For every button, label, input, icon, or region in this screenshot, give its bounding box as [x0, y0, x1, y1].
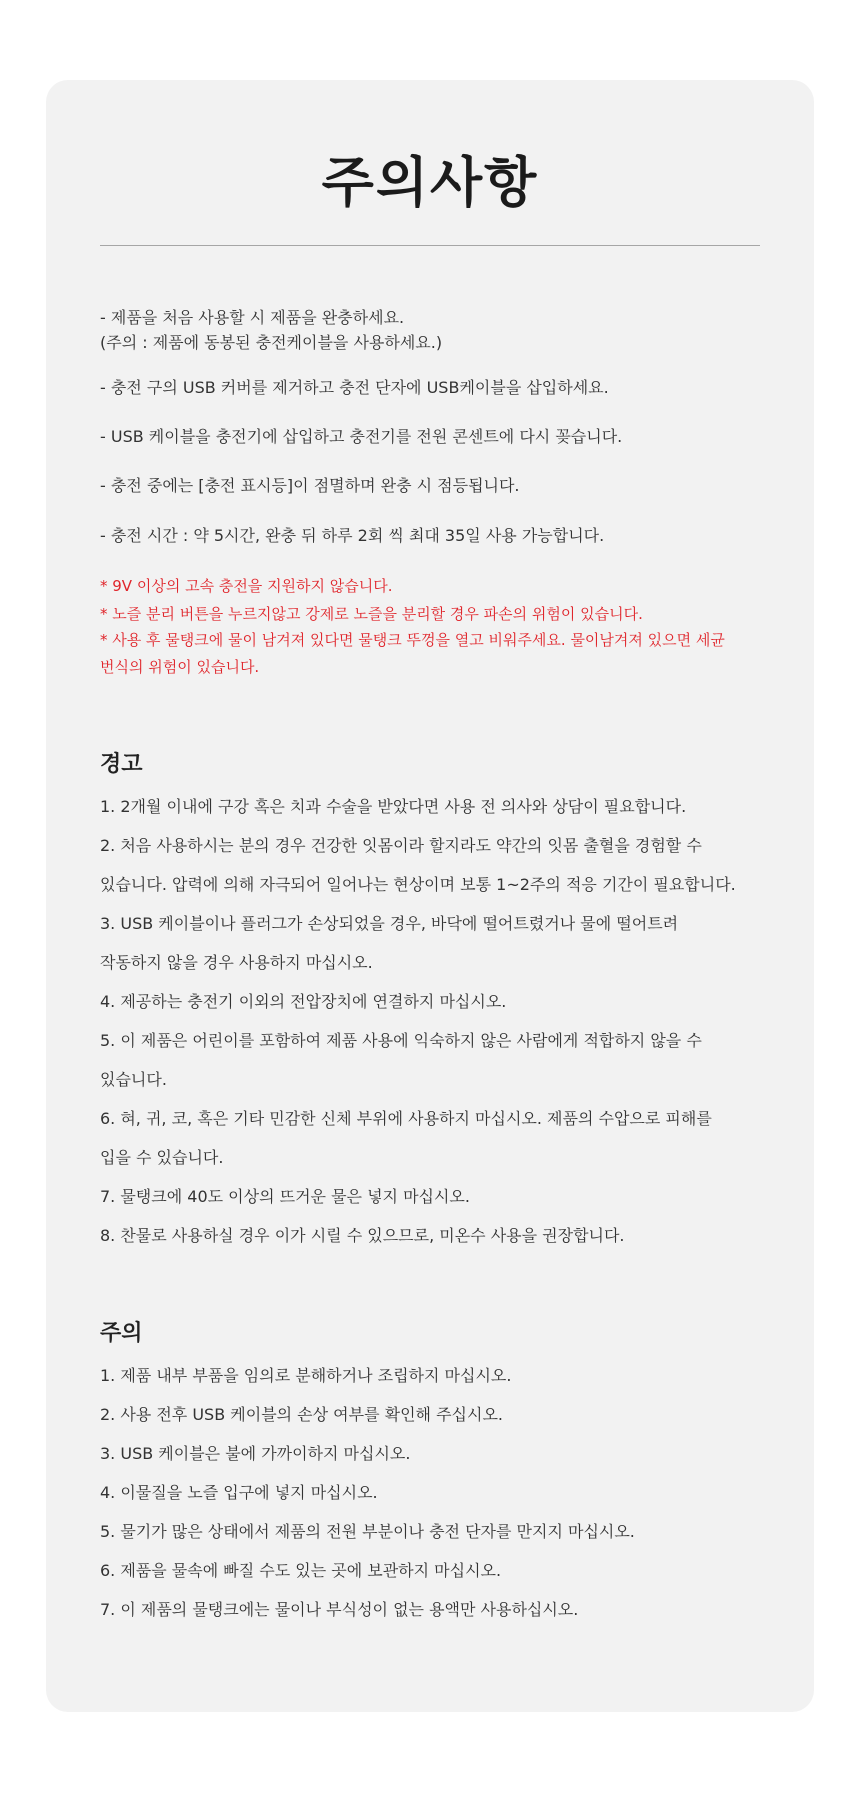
warning-line: 6. 혀, 귀, 코, 혹은 기타 민감한 신체 부위에 사용하지 마십시오. 제품의 수압으로 피해를 [100, 1109, 712, 1128]
warning-line: 입을 수 있습니다. [100, 1148, 224, 1167]
warning-line: 있습니다. 압력에 의해 자극되어 일어나는 현상이며 보통 1~2주의 적응 기간이 필요합니다. [100, 875, 736, 894]
page-title: 주의사항 [321, 151, 539, 214]
warning-line: 작동하지 않을 경우 사용하지 마십시오. [100, 953, 373, 972]
warning-line: 3. USB 케이블이나 플러그가 손상되었을 경우, 바닥에 떨어트렸거나 물에 떨어트려 [100, 914, 679, 933]
caution-line: 7. 이 제품의 물탱크에는 물이나 부식성이 없는 용액만 사용하십시오. [100, 1600, 579, 1619]
red-warning-line: 번식의 위험이 있습니다. [100, 658, 260, 676]
caution-line: 1. 제품 내부 부품을 임의로 분해하거나 조립하지 마십시오. [100, 1366, 512, 1385]
red-warning-line: * 사용 후 물탱크에 물이 남겨져 있다면 물탱크 뚜껑을 열고 비워주세요. 물이남겨져 있으면 세균 [100, 631, 725, 649]
warning-line: 7. 물탱크에 40도 이상의 뜨거운 물은 넣지 마십시오. [100, 1187, 470, 1206]
warning-line: 2. 처음 사용하시는 분의 경우 건강한 잇몸이라 할지라도 약간의 잇몸 출혈을 경험할 수 [100, 836, 702, 855]
warning-line: 5. 이 제품은 어린이를 포함하여 제품 사용에 익숙하지 않은 사람에게 적합하지 않을 수 [100, 1031, 702, 1050]
intro-line: - USB 케이블을 충전기에 삽입하고 충전기를 전원 콘센트에 다시 꽂습니다. [100, 427, 623, 446]
warning-line: 4. 제공하는 충전기 이외의 전압장치에 연결하지 마십시오. [100, 992, 507, 1011]
caution-heading: 주의 [100, 1321, 143, 1346]
caution-line: 3. USB 케이블은 불에 가까이하지 마십시오. [100, 1444, 411, 1463]
warning-heading: 경고 [100, 752, 143, 777]
intro-line: (주의 : 제품에 동봉된 충전케이블을 사용하세요.) [100, 333, 443, 352]
caution-line: 5. 물기가 많은 상태에서 제품의 전원 부분이나 충전 단자를 만지지 마십시오. [100, 1522, 635, 1541]
intro-line: - 충전 구의 USB 커버를 제거하고 충전 단자에 USB케이블을 삽입하세요. [100, 378, 609, 397]
red-warning-line: * 노즐 분리 버튼을 누르지않고 강제로 노즐을 분리할 경우 파손의 위험이 있습니다. [100, 605, 643, 623]
caution-line: 2. 사용 전후 USB 케이블의 손상 여부를 확인해 주십시오. [100, 1405, 504, 1424]
intro-line: - 충전 시간 : 약 5시간, 완충 뒤 하루 2회 씩 최대 35일 사용 가능합니다. [100, 526, 605, 545]
intro-line: - 충전 중에는 [충전 표시등]이 점멸하며 완충 시 점등됩니다. [100, 476, 520, 495]
warning-line: 8. 찬물로 사용하실 경우 이가 시릴 수 있으므로, 미온수 사용을 권장합니다. [100, 1226, 625, 1245]
intro-line: - 제품을 처음 사용할 시 제품을 완충하세요. [100, 308, 405, 327]
title-divider [100, 245, 760, 246]
caution-line: 6. 제품을 물속에 빠질 수도 있는 곳에 보관하지 마십시오. [100, 1561, 502, 1580]
caution-line: 4. 이물질을 노즐 입구에 넣지 마십시오. [100, 1483, 378, 1502]
warning-line: 있습니다. [100, 1070, 167, 1089]
warning-line: 1. 2개월 이내에 구강 혹은 치과 수술을 받았다면 사용 전 의사와 상담이 필요합니다. [100, 797, 687, 816]
red-warning-line: * 9V 이상의 고속 충전을 지원하지 않습니다. [100, 577, 393, 595]
